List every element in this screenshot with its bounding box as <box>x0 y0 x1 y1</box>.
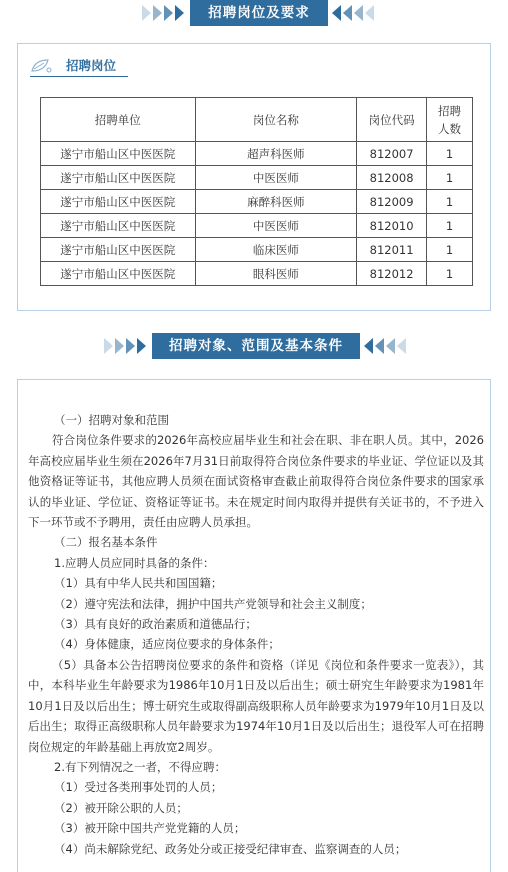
cell-unit: 遂宁市船山区中医医院 <box>41 142 196 166</box>
section-banner-positions <box>0 0 508 26</box>
cell-headcount: 1 <box>427 166 473 190</box>
section-title-conditions: 招聘对象、范围及基本条件 <box>152 333 360 359</box>
paragraph: 1.应聘人员应同时具备的条件： <box>54 555 215 570</box>
chevron-left-decor-icon <box>364 338 406 354</box>
cell-position-name: 麻醉科医师 <box>195 190 357 214</box>
leaf-decor-icon <box>30 57 52 75</box>
list-item: （1）具有中华人民共和国国籍； <box>54 576 223 591</box>
list-item: （4）尚未解除党纪、政务处分或正接受纪律审查、监察调查的人员； <box>54 841 407 856</box>
conditions-content <box>28 410 484 859</box>
subheading-positions <box>30 55 128 77</box>
cell-unit: 遂宁市船山区中医医院 <box>41 166 196 190</box>
cell-headcount: 1 <box>427 190 473 214</box>
cell-position-name: 眼科医师 <box>195 262 357 286</box>
section-title-positions: 招聘岗位及要求 <box>190 0 328 26</box>
cell-headcount: 1 <box>427 262 473 286</box>
cell-headcount: 1 <box>427 238 473 262</box>
table-header-row <box>41 98 473 142</box>
subheading-title: 招聘岗位 <box>66 58 117 73</box>
list-item: （2）遵守宪法和法律，拥护中国共产党领导和社会主义制度； <box>54 596 372 611</box>
table-row <box>41 262 473 286</box>
header-headcount: 招聘人数 <box>427 98 473 142</box>
table-row <box>41 166 473 190</box>
header-position-code: 岗位代码 <box>357 98 427 142</box>
section-banner-conditions <box>0 333 508 359</box>
chevron-right-decor-icon <box>104 338 146 354</box>
cell-position-code: 812011 <box>357 238 427 262</box>
header-position-name: 岗位名称 <box>195 98 357 142</box>
list-item: （2）被开除公职的人员； <box>54 800 188 815</box>
positions-table <box>40 97 473 286</box>
list-item: （1）受过各类刑事处罚的人员； <box>54 780 223 795</box>
list-item: （4）身体健康，适应岗位要求的身体条件； <box>54 637 280 652</box>
chevron-right-decor-icon <box>142 5 184 21</box>
cell-position-code: 812010 <box>357 214 427 238</box>
list-item: （3）被开除中国共产党党籍的人员； <box>54 821 246 836</box>
cell-position-name: 中医医师 <box>195 166 357 190</box>
table-row <box>41 238 473 262</box>
cell-unit: 遂宁市船山区中医医院 <box>41 238 196 262</box>
header-unit: 招聘单位 <box>41 98 196 142</box>
cell-unit: 遂宁市船山区中医医院 <box>41 262 196 286</box>
paragraph: 2.有下列情况之一者，不得应聘： <box>54 759 226 774</box>
table-row <box>41 190 473 214</box>
paragraph: （一）招聘对象和范围 <box>54 413 169 427</box>
cell-unit: 遂宁市船山区中医医院 <box>41 214 196 238</box>
cell-position-name: 超声科医师 <box>195 142 357 166</box>
cell-position-name: 中医医师 <box>195 214 357 238</box>
chevron-left-decor-icon <box>332 5 374 21</box>
list-item: （3）具有良好的政治素质和道德品行； <box>54 617 257 632</box>
cell-unit: 遂宁市船山区中医医院 <box>41 190 196 214</box>
cell-headcount: 1 <box>427 214 473 238</box>
paragraph: （二）报名基本条件 <box>54 535 158 550</box>
cell-position-code: 812007 <box>357 142 427 166</box>
list-item: （5）具备本公告招聘岗位要求的条件和资格（详见《岗位和条件要求一览表》），其中，本科毕业生年龄要求为1986年10月1日及以后出生；硕士研究生年龄要求为1981年10月1日及以后出生；博士研究生或取得副高级职称人员年龄要求为1979年10月1日及以后出生；取得正高级职称人员年龄要求为1974年10月1日及以后出生；退役军人可在招聘岗位规定的年龄基础上再放宽2周岁。 <box>28 657 484 754</box>
cell-position-code: 812009 <box>357 190 427 214</box>
cell-headcount: 1 <box>427 142 473 166</box>
table-row <box>41 142 473 166</box>
cell-position-code: 812012 <box>357 262 427 286</box>
cell-position-name: 临床医师 <box>195 238 357 262</box>
table-row <box>41 214 473 238</box>
paragraph: 符合岗位条件要求的2026年高校应届毕业生和社会在职、非在职人员。其中，2026年高校应届毕业生须在2026年7月31日前取得符合岗位条件要求的毕业证、学位证以及其他资格证等证书，其他应聘人员须在面试资格审查截止前取得符合岗位条件要求的国家承认的毕业证、学位证、资格证等证书。未在规定时间内取得并提供有关证书的，不予进入下一环节或不予聘用，责任由应聘人员承担。 <box>28 433 484 530</box>
cell-position-code: 812008 <box>357 166 427 190</box>
